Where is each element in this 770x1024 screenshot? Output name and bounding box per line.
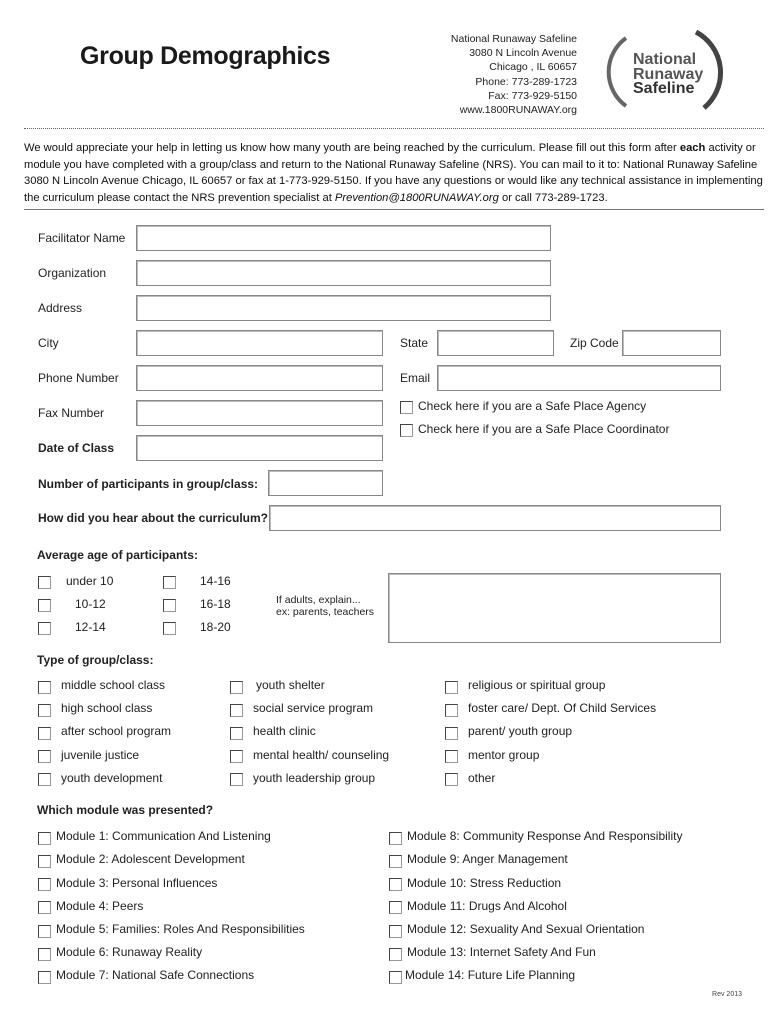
group-checkbox[interactable] bbox=[445, 704, 458, 717]
intro-text: or call 773-289-1723. bbox=[498, 191, 608, 204]
intro-text: activity or module you have completed with a group/class and return to the National Runaway Safeline (NRS). You can mail to it to: National Runaway Safeline 3080 N Lincoln Avenue Chicago, IL 60657 or fax at 1-773-929-5150. If you have any questions or would like any technical assistance in implementing the curriculum please contact the NRS prevention specialist at bbox=[24, 142, 763, 204]
adults-explain-field[interactable] bbox=[388, 573, 721, 643]
page-title: Group Demographics bbox=[80, 42, 331, 70]
zip-field[interactable] bbox=[622, 330, 721, 356]
group-checkbox[interactable] bbox=[38, 750, 51, 763]
group-checkbox[interactable] bbox=[230, 727, 243, 740]
module-option: Module 3: Personal Influences bbox=[56, 876, 218, 890]
contact-line: National Runaway Safeline bbox=[450, 33, 577, 45]
group-checkbox[interactable] bbox=[445, 750, 458, 763]
logo-line: National bbox=[633, 51, 697, 68]
module-option: Module 5: Families: Roles And Responsibilities bbox=[56, 922, 305, 936]
module-checkbox[interactable] bbox=[389, 855, 402, 868]
age-option: 12-14 bbox=[75, 620, 106, 634]
zip-label: Zip Code bbox=[570, 336, 619, 350]
fax-label: Fax Number bbox=[38, 406, 105, 420]
module-option: Module 6: Runaway Reality bbox=[56, 945, 203, 959]
group-option: mentor group bbox=[468, 748, 540, 762]
group-checkbox[interactable] bbox=[230, 750, 243, 763]
module-option: Module 1: Communication And Listening bbox=[56, 829, 271, 843]
age-checkbox[interactable] bbox=[38, 599, 51, 612]
phone-field[interactable] bbox=[136, 365, 383, 391]
intro-paragraph bbox=[24, 140, 764, 206]
modules-heading: Which module was presented? bbox=[37, 803, 214, 817]
city-label: City bbox=[38, 336, 59, 350]
module-checkbox[interactable] bbox=[38, 878, 51, 891]
module-option: Module 2: Adolescent Development bbox=[56, 852, 245, 866]
module-checkbox[interactable] bbox=[389, 925, 402, 938]
age-heading: Average age of participants: bbox=[37, 548, 198, 562]
group-checkbox[interactable] bbox=[445, 681, 458, 694]
module-checkbox[interactable] bbox=[389, 948, 402, 961]
hear-label: How did you hear about the curriculum? bbox=[38, 511, 269, 525]
logo-line: Runaway bbox=[633, 65, 704, 83]
age-option: 18-20 bbox=[200, 620, 231, 634]
age-checkbox[interactable] bbox=[38, 576, 51, 589]
group-option: high school class bbox=[61, 701, 153, 715]
adults-explain-label bbox=[276, 594, 374, 618]
group-option: mental health/ counseling bbox=[253, 748, 390, 762]
city-field[interactable] bbox=[136, 330, 383, 356]
address-label: Address bbox=[38, 301, 83, 315]
module-option: Module 4: Peers bbox=[56, 899, 144, 913]
hear-field[interactable] bbox=[269, 505, 721, 531]
group-checkbox[interactable] bbox=[38, 704, 51, 717]
group-checkbox[interactable] bbox=[230, 704, 243, 717]
group-checkbox[interactable] bbox=[445, 727, 458, 740]
state-field[interactable] bbox=[437, 330, 554, 356]
group-option: foster care/ Dept. Of Child Services bbox=[468, 701, 657, 715]
module-checkbox[interactable] bbox=[389, 878, 402, 891]
group-option: health clinic bbox=[253, 724, 316, 738]
safe-agency-label: Check here if you are a Safe Place Agency bbox=[418, 399, 647, 413]
fax-field[interactable] bbox=[136, 400, 383, 426]
email-field[interactable] bbox=[437, 365, 721, 391]
age-option: 14-16 bbox=[200, 574, 231, 588]
contact-line: 3080 N Lincoln Avenue bbox=[469, 47, 577, 60]
header-divider bbox=[24, 128, 764, 129]
participants-label: Number of participants in group/class: bbox=[38, 477, 259, 491]
module-option: Module 12: Sexuality And Sexual Orientation bbox=[407, 922, 645, 936]
group-type-heading: Type of group/class: bbox=[37, 653, 154, 667]
contact-line: www.1800RUNAWAY.org bbox=[459, 104, 577, 117]
date-label: Date of Class bbox=[38, 441, 115, 455]
module-option: Module 9: Anger Management bbox=[407, 852, 568, 866]
logo-line: Safeline bbox=[633, 80, 695, 97]
age-checkbox[interactable] bbox=[163, 622, 176, 635]
contact-line: Chicago , IL 60657 bbox=[489, 61, 577, 74]
age-option: 10-12 bbox=[75, 597, 106, 611]
group-option: youth development bbox=[61, 771, 163, 785]
module-checkbox[interactable] bbox=[38, 855, 51, 868]
module-option: Module 11: Drugs And Alcohol bbox=[407, 899, 567, 913]
module-option: Module 10: Stress Reduction bbox=[407, 876, 562, 890]
safe-coordinator-label: Check here if you are a Safe Place Coordinator bbox=[418, 422, 670, 436]
age-checkbox[interactable] bbox=[38, 622, 51, 635]
module-checkbox[interactable] bbox=[38, 832, 51, 845]
address-field[interactable] bbox=[136, 295, 551, 321]
age-option: 16-18 bbox=[200, 597, 231, 611]
group-option: social service program bbox=[253, 701, 374, 715]
logo bbox=[633, 53, 703, 97]
explain-line: If adults, explain... bbox=[276, 594, 361, 606]
age-option: under 10 bbox=[66, 574, 114, 588]
intro-divider bbox=[24, 209, 764, 210]
state-label: State bbox=[400, 336, 429, 350]
revision-label: Rev 2013 bbox=[712, 991, 742, 998]
module-option: Module 8: Community Response And Responsibility bbox=[407, 829, 683, 843]
safe-coordinator-checkbox[interactable] bbox=[400, 424, 413, 437]
group-option: religious or spiritual group bbox=[468, 678, 606, 692]
contact-line: Fax: 773-929-5150 bbox=[488, 89, 577, 102]
group-option: other bbox=[468, 771, 496, 785]
contact-line: Phone: 773-289-1723 bbox=[475, 75, 577, 88]
group-checkbox[interactable] bbox=[38, 773, 51, 786]
group-option: juvenile justice bbox=[61, 748, 140, 762]
module-checkbox[interactable] bbox=[38, 971, 51, 984]
module-checkbox[interactable] bbox=[38, 925, 51, 938]
module-checkbox[interactable] bbox=[38, 901, 51, 914]
module-option: Module 13: Internet Safety And Fun bbox=[407, 945, 596, 959]
group-option: youth shelter bbox=[256, 678, 325, 692]
group-checkbox[interactable] bbox=[38, 681, 51, 694]
intro-text: We would appreciate your help in letting us know how many youth are being reached by the curriculum. Please fill out this form after bbox=[24, 142, 680, 154]
group-checkbox[interactable] bbox=[230, 681, 243, 694]
module-checkbox[interactable] bbox=[389, 901, 402, 914]
module-checkbox[interactable] bbox=[38, 948, 51, 961]
module-option: Module 7: National Safe Connections bbox=[56, 968, 255, 982]
organization-label: Organization bbox=[38, 266, 107, 280]
group-checkbox[interactable] bbox=[445, 773, 458, 786]
email-label: Email bbox=[400, 371, 431, 385]
group-option: parent/ youth group bbox=[468, 724, 573, 738]
group-checkbox[interactable] bbox=[38, 727, 51, 740]
participants-field[interactable] bbox=[268, 470, 383, 496]
facilitator-field[interactable] bbox=[136, 225, 551, 251]
group-option: middle school class bbox=[61, 678, 166, 692]
module-checkbox[interactable] bbox=[389, 971, 402, 984]
intro-email: Prevention@1800RUNAWAY.org bbox=[334, 191, 499, 204]
group-checkbox[interactable] bbox=[230, 773, 243, 786]
explain-line: ex: parents, teachers bbox=[276, 606, 375, 618]
age-checkbox[interactable] bbox=[163, 576, 176, 589]
organization-field[interactable] bbox=[136, 260, 551, 286]
module-option: Module 14: Future Life Planning bbox=[405, 968, 576, 982]
phone-label: Phone Number bbox=[38, 371, 119, 385]
intro-bold: each bbox=[679, 142, 706, 154]
module-checkbox[interactable] bbox=[389, 832, 402, 845]
contact-block bbox=[430, 32, 577, 117]
age-checkbox[interactable] bbox=[163, 599, 176, 612]
facilitator-label: Facilitator Name bbox=[38, 231, 126, 245]
safe-agency-checkbox[interactable] bbox=[400, 401, 413, 414]
group-option: youth leadership group bbox=[253, 771, 376, 785]
date-field[interactable] bbox=[136, 435, 383, 461]
group-option: after school program bbox=[61, 724, 172, 738]
